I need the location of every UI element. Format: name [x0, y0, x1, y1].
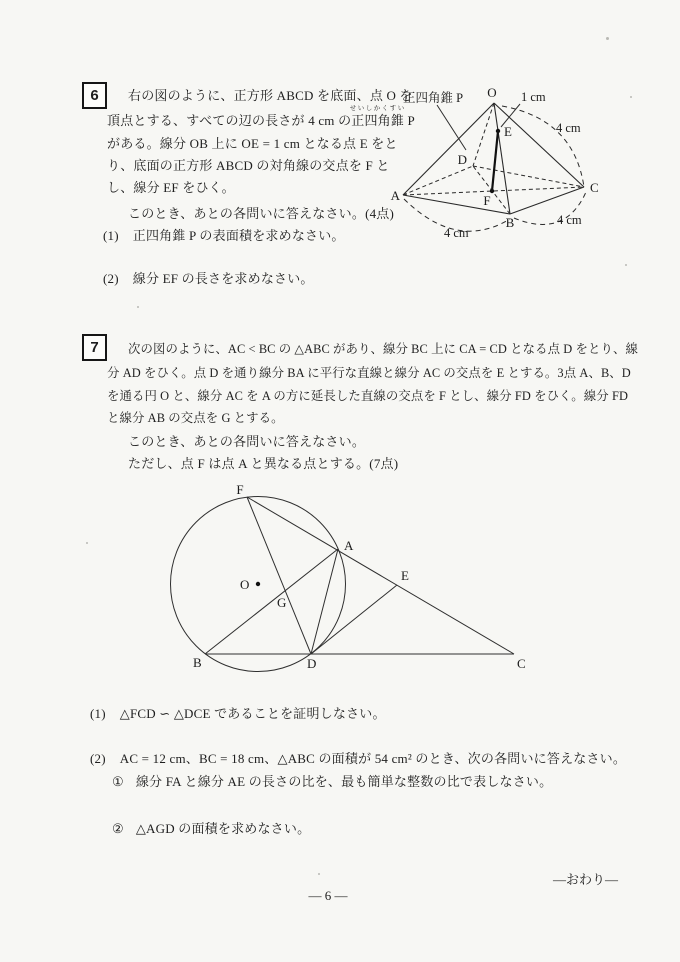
p7-prompt-2: ただし、点 F は点 A と異なる点とする。(7点) [128, 456, 399, 471]
pyramid-label-C: C [590, 180, 599, 195]
p6-q1-text: 正四角錐 P の表面積を求めなさい。 [132, 228, 345, 243]
end-marker: ―おわり― [553, 872, 619, 887]
p7-q2-sub1-text: 線分 FA と線分 AE の長さの比を、最も簡単な整数の比で表しなさい。 [135, 774, 553, 789]
problem7-number: 7 [90, 339, 99, 356]
scan-speck [137, 306, 139, 308]
scan-speck [86, 542, 88, 544]
p7-q2-sub2-number: ② [112, 821, 124, 836]
circle-label-G: G [277, 595, 287, 610]
pyramid-label-O: O [487, 85, 497, 100]
dim-BC: 4 cm [557, 213, 582, 227]
dim-OC: 4 cm [556, 121, 581, 135]
p6-q2-text: 線分 EF の長さを求めなさい。 [132, 271, 314, 286]
p7-question-2-2 [112, 818, 310, 837]
p7-prompt-1: このとき、あとの各問いに答えなさい。 [128, 434, 366, 449]
p6-line-3: がある。線分 OB 上に OE = 1 cm となる点 E をと [107, 136, 398, 151]
point-E-dot [496, 129, 500, 133]
p6-ruby-base: 正四角錐 [351, 113, 405, 128]
p6-q1-number: (1) [103, 228, 119, 243]
pyramid-label-D: D [457, 152, 467, 167]
problem7-number-box [82, 334, 107, 361]
line-DE [311, 585, 397, 654]
p6-prompt: このとき、あとの各問いに答えなさい。(4点) [128, 206, 395, 221]
p6-line-5: し、線分 EF をひく。 [107, 180, 235, 195]
p6-line-2-pre: 頂点とする、すべての辺の長さが 4 cm の [107, 113, 352, 128]
dim-AB: 4 cm [444, 226, 469, 240]
dim-OE: 1 cm [521, 90, 546, 104]
p7-q2-sub1-number: ① [112, 774, 124, 789]
p7-line-3: を通る円 O と、線分 AC を A の方に延長した直線の交点を F とし、線分 FD をひく。線分 FD [107, 389, 629, 403]
p6-question-2 [103, 268, 314, 287]
p7-question-2-1 [112, 771, 552, 790]
p7-line-1: 次の図のように、AC < BC の △ABC があり、線分 BC 上に CA = CD となる点 D をとり、線 [128, 342, 638, 356]
scan-speck [318, 873, 320, 875]
scan-speck [630, 96, 632, 98]
center-O-dot [256, 582, 260, 586]
p7-q2-sub2-text: △AGD の面積を求めなさい。 [135, 821, 311, 836]
pyramid-label-F: F [483, 193, 491, 208]
p7-q2-text: AC = 12 cm、BC = 18 cm、△ABC の面積が 54 cm² のとき、次の各問いに答えなさい。 [119, 751, 627, 766]
pyramid-label-B: B [505, 215, 515, 230]
segment-EF [492, 131, 498, 191]
p7-q2-number: (2) [90, 751, 106, 766]
p6-line-2-post: P [404, 113, 415, 128]
pyramid-label-E: E [504, 124, 512, 139]
p6-line-2 [107, 105, 415, 129]
line-BA [205, 549, 338, 654]
p7-line-4: と線分 AB の交点を G とする。 [107, 411, 284, 425]
pyramid-figure [389, 83, 629, 253]
problem6-number: 6 [90, 87, 99, 104]
pyramid-label-A: A [390, 188, 400, 203]
circle-label-C: C [517, 656, 526, 671]
pyramid-title: 正四角錐 P [403, 91, 464, 105]
page-number: ― 6 ― [308, 888, 348, 903]
p7-question-2 [90, 748, 626, 767]
circle-label-B: B [193, 655, 202, 670]
p7-q1-number: (1) [90, 706, 106, 721]
p6-line-1: 右の図のように、正方形 ABCD を底面、点 O を [128, 88, 413, 103]
circle-label-O: O [240, 577, 250, 592]
title-leader-line [437, 105, 466, 150]
p6-furigana-text: せいしかくすい [349, 105, 406, 112]
line-FC [247, 497, 514, 654]
p7-q1-text: △FCD ∽ △DCE であることを証明しなさい。 [119, 706, 386, 721]
line-FD [247, 497, 311, 654]
circle-label-E: E [401, 568, 409, 583]
circle-label-F: F [236, 483, 244, 497]
line-AD [311, 549, 338, 654]
p7-line-2: 分 AD をひく。点 D を通り線分 BA に平行な直線と線分 AC の交点を E とする。3点 A、B、D [107, 366, 631, 380]
p6-question-1 [103, 225, 345, 244]
circle-label-D: D [307, 656, 317, 671]
p7-question-1 [90, 703, 386, 722]
problem6-number-box [82, 82, 107, 109]
scan-speck [606, 37, 609, 40]
scan-speck [625, 264, 627, 266]
p6-line-4: り、底面の正方形 ABCD の対角線の交点を F と [107, 158, 390, 173]
p6-q2-number: (2) [103, 271, 119, 286]
circle-figure [108, 483, 553, 695]
circle-label-A: A [344, 538, 354, 553]
